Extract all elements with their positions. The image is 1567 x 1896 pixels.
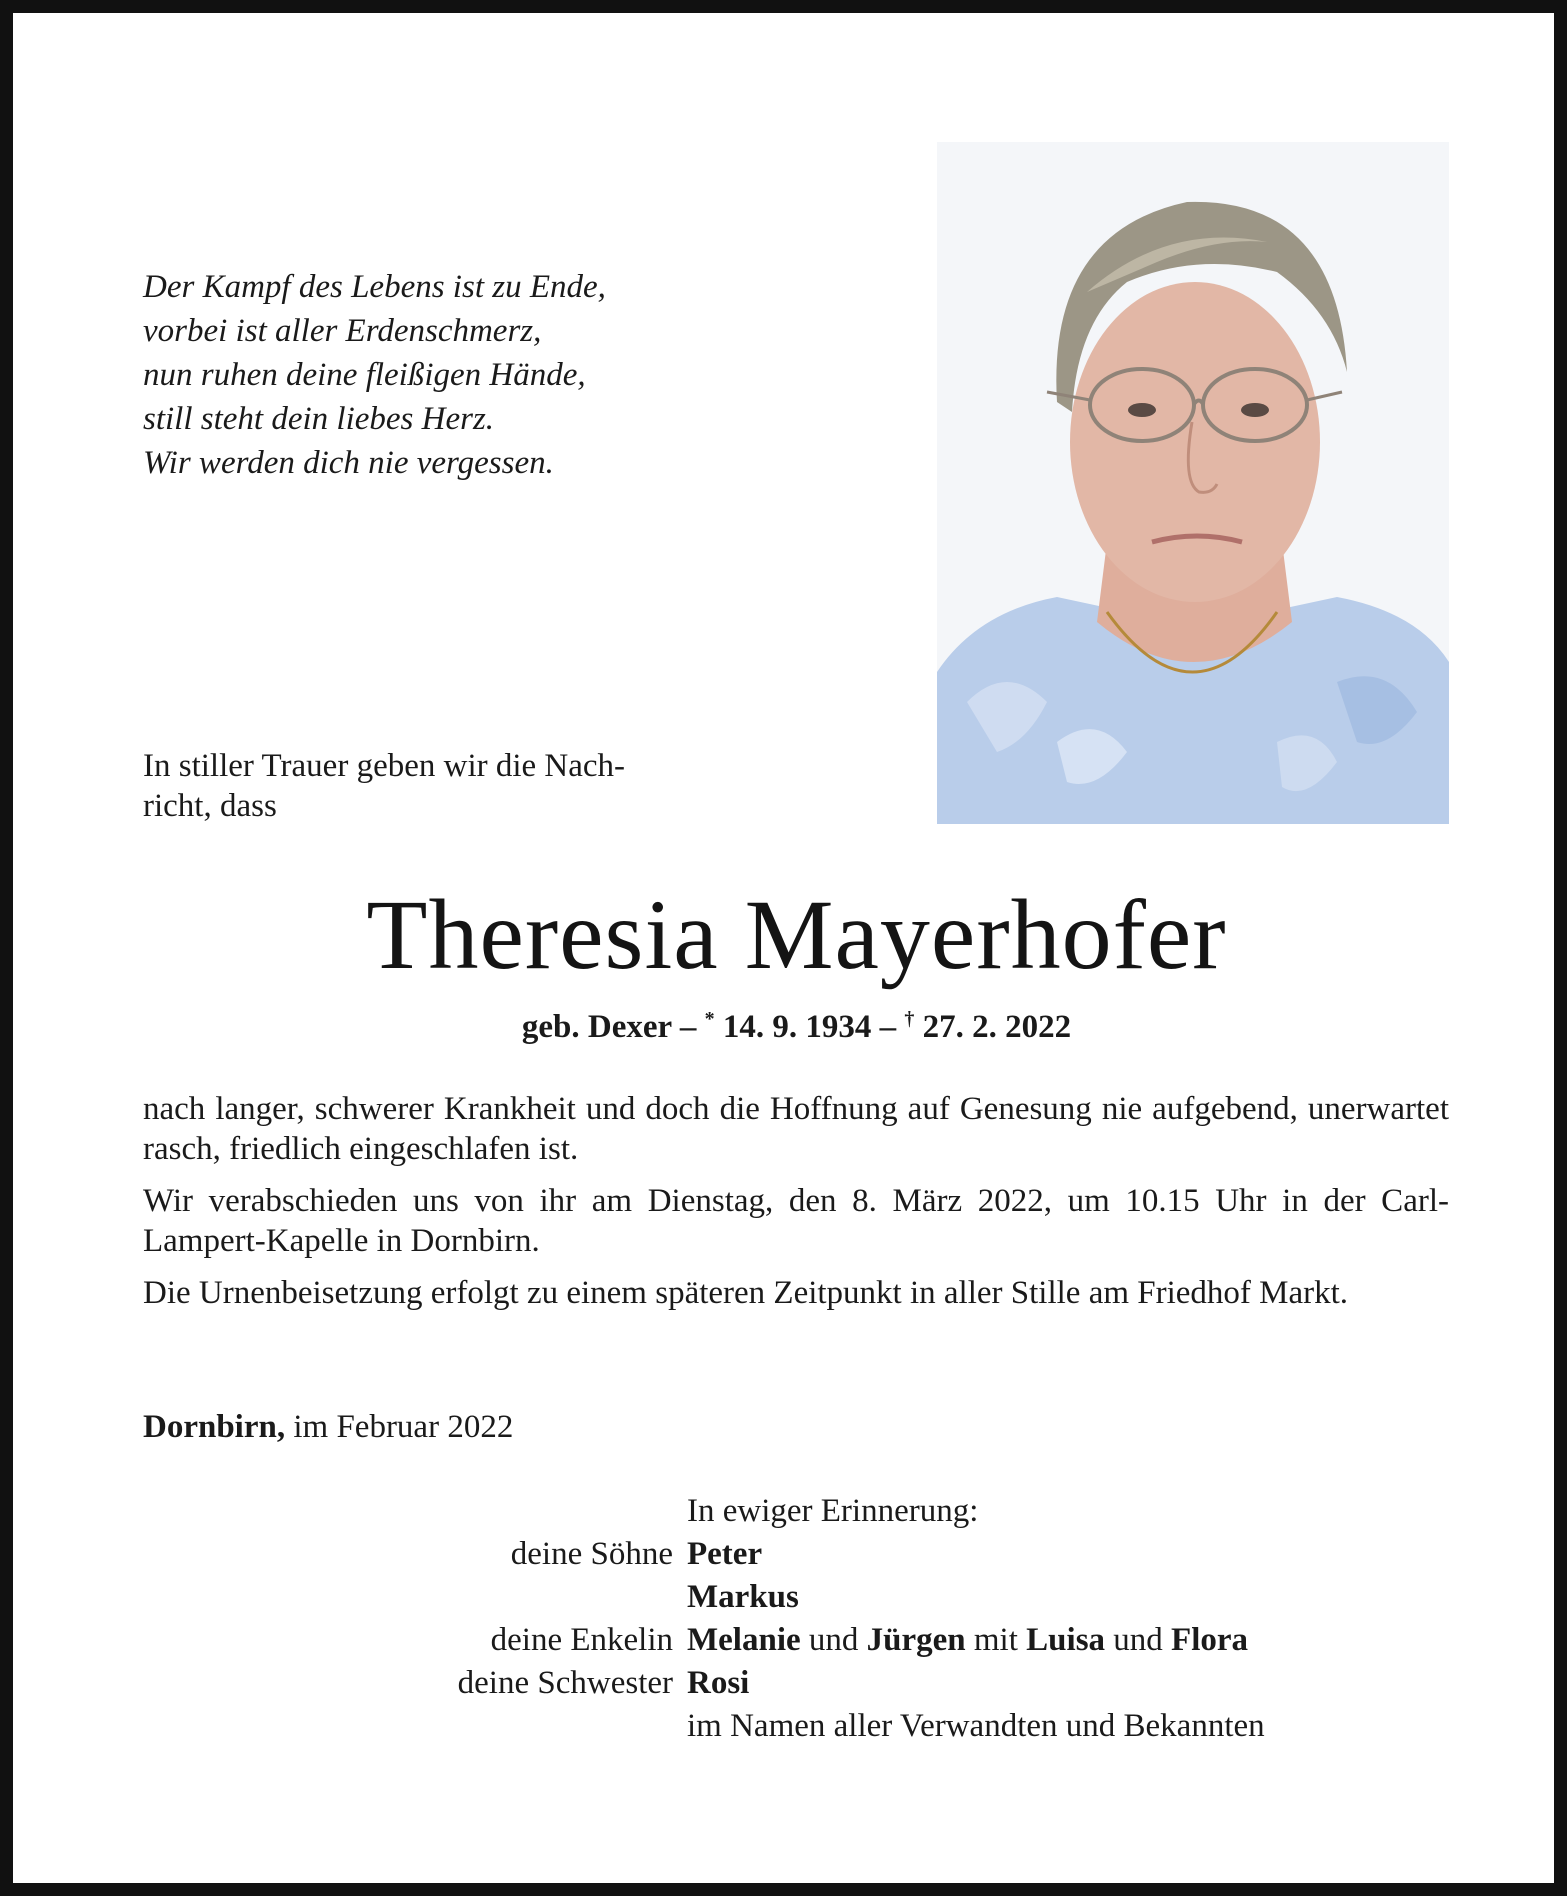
place-and-date <box>143 1405 513 1449</box>
funeral-details: Wir verabschieden uns von ihr am Dienstag, den 8. März 2022, um 10.15 Uhr in der Carl-Lampert-Kapelle in Dornbirn. <box>143 1183 1449 1259</box>
portrait-photo <box>937 142 1449 824</box>
memorial-poem <box>143 265 843 485</box>
conjunction: und <box>1105 1622 1172 1658</box>
death-date: 27. 2. 2022 <box>922 1009 1072 1045</box>
announcement-paragraph: nach langer, schwerer Krankheit und doch die Hoffnung auf Genesung nie aufgebend, unerwartet rasch, friedlich eingeschlafen ist. <box>143 1091 1449 1167</box>
intro-line: richt, dass <box>143 788 277 824</box>
poem-line: nun ruhen deine fleißigen Hände, <box>143 357 586 393</box>
mourners-list <box>143 1490 1449 1748</box>
son-name: Peter <box>687 1536 763 1572</box>
grandchild-name: Jürgen <box>866 1622 966 1658</box>
birth-symbol: * <box>704 1008 715 1030</box>
great-grandchild-name: Luisa <box>1026 1622 1106 1658</box>
city: Dornbirn, <box>143 1409 286 1445</box>
conjunction: mit <box>965 1622 1027 1658</box>
sister-role: deine Schwester <box>457 1665 673 1701</box>
date: im Februar 2022 <box>285 1409 514 1445</box>
sons-row <box>143 1533 1449 1576</box>
sons-role: deine Söhne <box>510 1536 673 1572</box>
intro-text <box>143 746 823 826</box>
great-grandchild-name: Flora <box>1171 1622 1249 1658</box>
sons-row-continued <box>143 1576 1449 1619</box>
poem-line: vorbei ist aller Erdenschmerz, <box>143 313 542 349</box>
birth-date: 14. 9. 1934 <box>722 1009 872 1045</box>
grandchild-name: Melanie <box>687 1622 801 1658</box>
conjunction: und <box>800 1622 867 1658</box>
closing-row <box>143 1705 1449 1748</box>
mourners-heading-row <box>143 1490 1449 1533</box>
dash-separator: – <box>671 1009 705 1045</box>
closing-line: im Namen aller Verwandten und Bekannten <box>687 1708 1265 1744</box>
poem-line: Wir werden dich nie vergessen. <box>143 445 554 481</box>
burial-details: Die Urnenbeisetzung erfolgt zu einem späteren Zeitpunkt in aller Stille am Friedhof Markt. <box>143 1275 1349 1311</box>
life-dates <box>13 1005 1567 1049</box>
announcement-body <box>143 1089 1449 1325</box>
grandchildren-role: deine Enkelin <box>490 1622 673 1658</box>
grandchildren-row <box>143 1619 1449 1662</box>
sister-row <box>143 1662 1449 1705</box>
death-symbol: † <box>904 1008 915 1030</box>
poem-line: still steht dein liebes Herz. <box>143 401 495 437</box>
dash-separator: – <box>871 1009 905 1045</box>
sister-name: Rosi <box>687 1665 750 1701</box>
son-name: Markus <box>687 1579 799 1615</box>
maiden-name: geb. Dexer <box>521 1009 672 1045</box>
mourners-heading: In ewiger Erinnerung: <box>687 1493 979 1529</box>
intro-line: In stiller Trauer geben wir die Nach- <box>143 748 626 784</box>
portrait-illustration <box>937 142 1449 824</box>
deceased-name: Theresia Mayerhofer <box>366 879 1227 990</box>
poem-line: Der Kampf des Lebens ist zu Ende, <box>143 269 606 305</box>
